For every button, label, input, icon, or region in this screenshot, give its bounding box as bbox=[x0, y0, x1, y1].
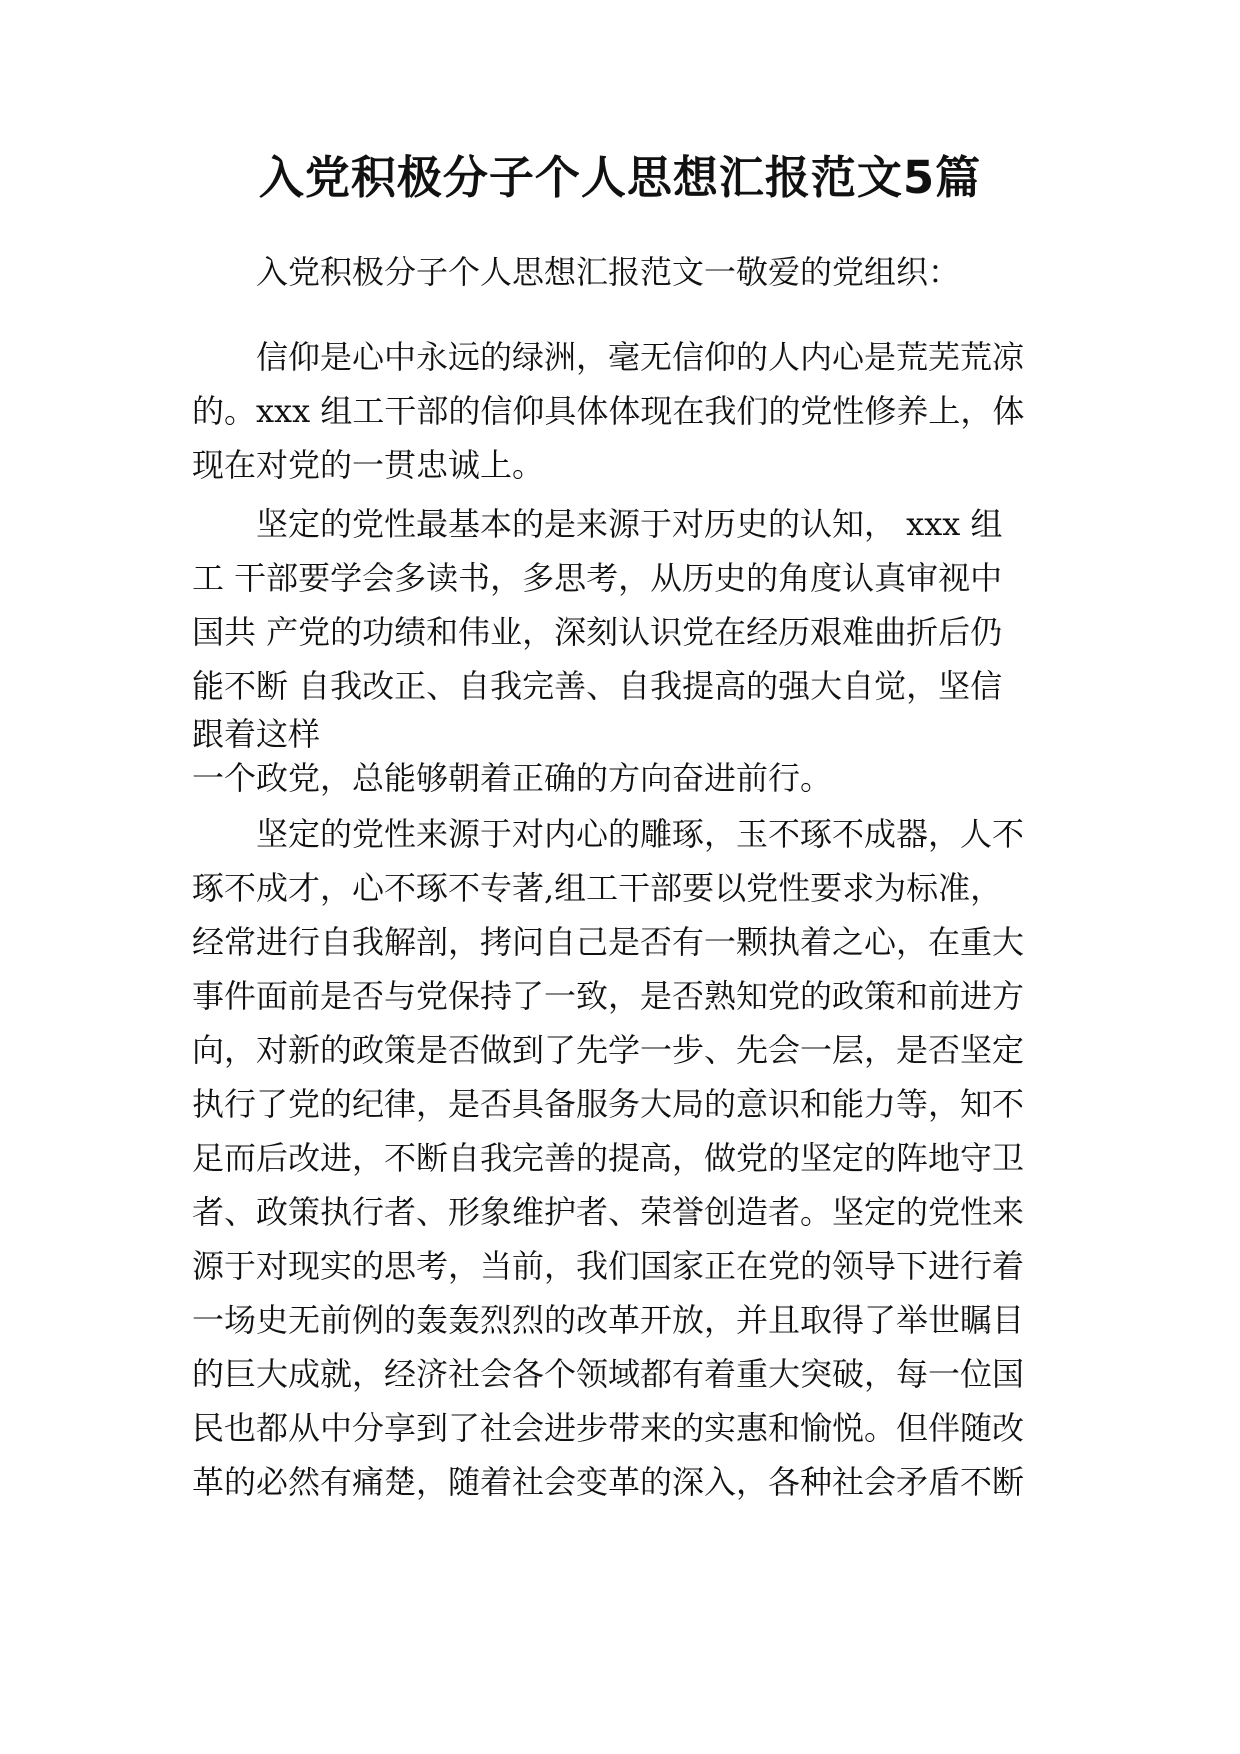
paragraph-line: 事件面前是否与党保持了一致，是否熟知党的政策和前进方 bbox=[192, 977, 1025, 1015]
paragraph-1 bbox=[192, 330, 1052, 492]
paragraph-line: 一场史无前例的轰轰烈烈的改革开放，并且取得了举世瞩目 bbox=[192, 1301, 1025, 1339]
salutation-line: 入党积极分子个人思想汇报范文一敬爱的党组织： bbox=[256, 253, 961, 291]
paragraph-line: 源于对现实的思考，当前，我们国家正在党的领导下进行着 bbox=[192, 1247, 1025, 1285]
paragraph-line: 工 干部要学会多读书，多思考，从历史的角度认真审视中 bbox=[192, 559, 1003, 597]
paragraph-line: 执行了党的纪律，是否具备服务大局的意识和能力等，知不 bbox=[192, 1085, 1025, 1123]
paragraph-line: 经常进行自我解剖，拷问自己是否有一颗执着之心，在重大 bbox=[192, 923, 1025, 961]
salutation-block bbox=[192, 245, 1052, 299]
paragraph-2 bbox=[192, 497, 1052, 801]
paragraph-line: 的。xxx 组工干部的信仰具体体现在我们的党性修养上，体 bbox=[192, 392, 1025, 430]
paragraph-line: 信仰是心中永远的绿洲，毫无信仰的人内心是荒芜荒凉 bbox=[256, 338, 1025, 376]
paragraph-line: 国共 产党的功绩和伟业，深刻认识党在经历艰难曲折后仍 bbox=[192, 613, 1003, 651]
paragraph-line: 跟着这样 bbox=[192, 715, 321, 753]
paragraph-line: 者、政策执行者、形象维护者、荣誉创造者。坚定的党性来 bbox=[192, 1193, 1025, 1231]
paragraph-line: 琢不成才，心不琢不专著,组工干部要以党性要求为标准， bbox=[192, 869, 1003, 907]
paragraph-line: 的巨大成就，经济社会各个领域都有着重大突破，每一位国 bbox=[192, 1355, 1025, 1393]
paragraph-3 bbox=[192, 807, 1052, 1509]
paragraph-line: 革的必然有痛楚，随着社会变革的深入，各种社会矛盾不断 bbox=[192, 1463, 1025, 1501]
paragraph-line: 坚定的党性最基本的是来源于对历史的认知， xxx 组 bbox=[256, 505, 1003, 543]
paragraph-line: 现在对党的一贯忠诚上。 bbox=[192, 446, 545, 484]
paragraph-line: 足而后改进，不断自我完善的提高，做党的坚定的阵地守卫 bbox=[192, 1139, 1025, 1177]
paragraph-line: 能不断 自我改正、自我完善、自我提高的强大自觉，坚信 bbox=[192, 667, 1003, 705]
paragraph-line: 一个政党，总能够朝着正确的方向奋进前行。 bbox=[192, 759, 833, 797]
paragraph-line: 坚定的党性来源于对内心的雕琢，玉不琢不成器，人不 bbox=[256, 815, 1025, 853]
document-title: 入党积极分子个人思想汇报范文5篇 bbox=[258, 151, 982, 204]
paragraph-line: 民也都从中分享到了社会进步带来的实惠和愉悦。但伴随改 bbox=[192, 1409, 1025, 1447]
paragraph-line: 向，对新的政策是否做到了先学一步、先会一层，是否坚定 bbox=[192, 1031, 1025, 1069]
